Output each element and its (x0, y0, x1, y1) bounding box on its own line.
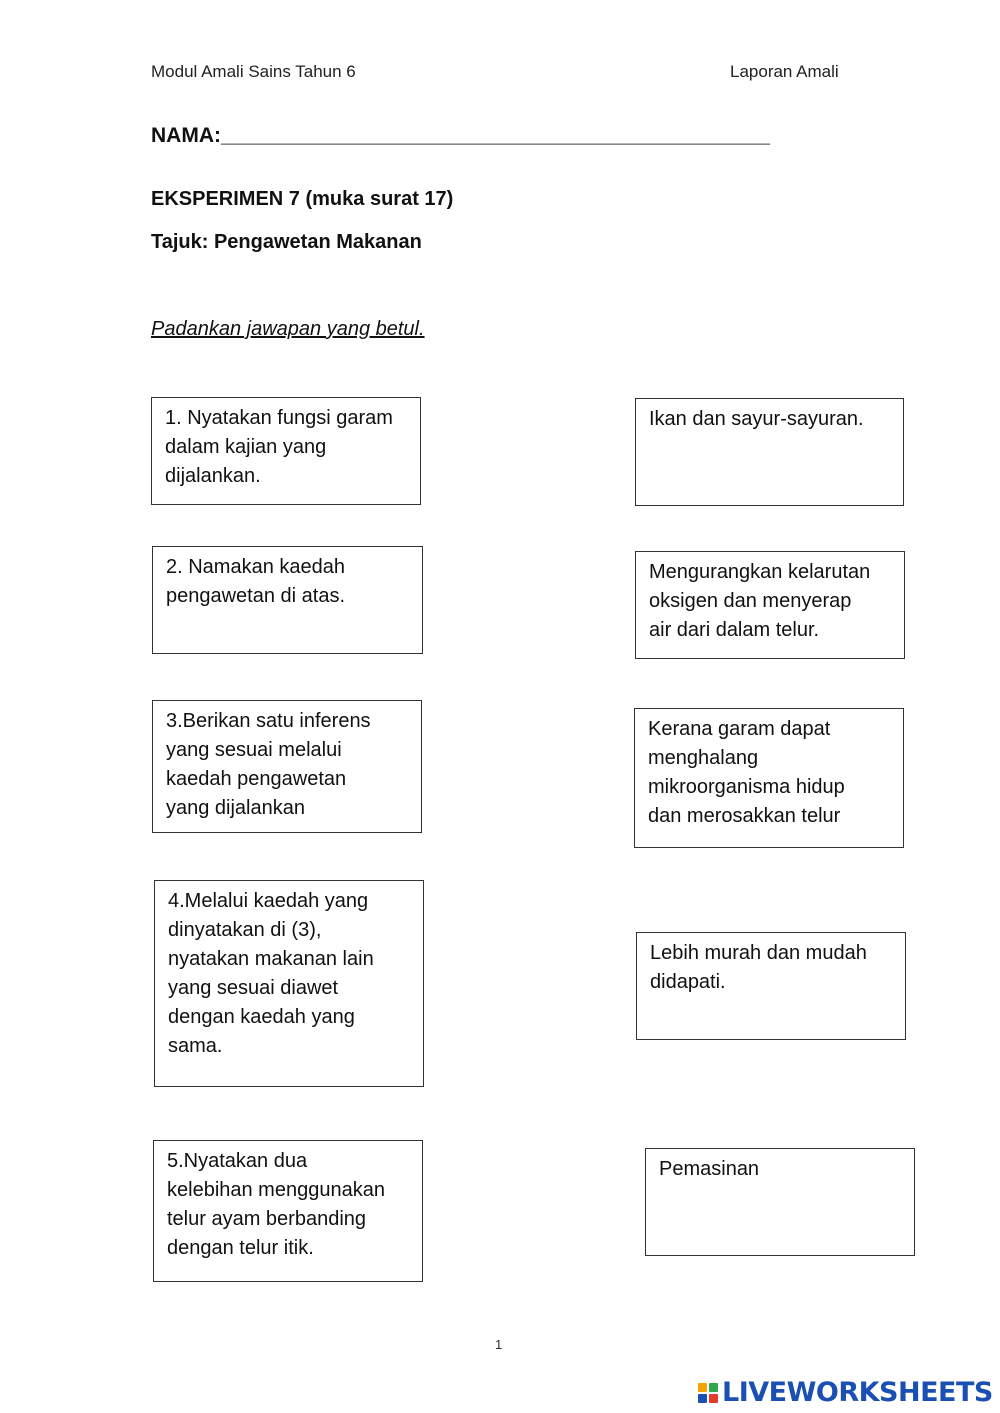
header-report-label: Laporan Amali (730, 62, 839, 81)
name-field-line: NAMA:_______________________________________________ (151, 124, 770, 147)
answer-box-e[interactable]: Pemasinan (645, 1148, 915, 1256)
question-box-2[interactable]: 2. Namakan kaedah pengawetan di atas. (152, 546, 423, 654)
answer-box-b[interactable]: Mengurangkan kelarutan oksigen dan menyerap air dari dalam telur. (635, 551, 905, 659)
page-number: 1 (495, 1337, 503, 1352)
instruction-text: Padankan jawapan yang betul. (151, 318, 425, 340)
question-box-4[interactable]: 4.Melalui kaedah yang dinyatakan di (3), nyatakan makanan lain yang sesuai diawet dengan kaedah yang sama. (154, 880, 424, 1087)
experiment-heading: EKSPERIMEN 7 (muka surat 17) (151, 188, 454, 210)
liveworksheets-text: LIVEWORKSHEETS (722, 1377, 993, 1408)
header-module-title: Modul Amali Sains Tahun 6 (151, 62, 356, 81)
question-box-3[interactable]: 3.Berikan satu inferens yang sesuai melalui kaedah pengawetan yang dijalankan (152, 700, 422, 833)
question-box-1[interactable]: 1. Nyatakan fungsi garam dalam kajian yang dijalankan. (151, 397, 421, 505)
topic-title: Tajuk: Pengawetan Makanan (151, 231, 422, 253)
question-box-5[interactable]: 5.Nyatakan dua kelebihan menggunakan telur ayam berbanding dengan telur itik. (153, 1140, 423, 1282)
answer-box-a[interactable]: Ikan dan sayur-sayuran. (635, 398, 904, 506)
liveworksheets-watermark (698, 1377, 993, 1408)
liveworksheets-logo-icon (698, 1383, 718, 1403)
answer-box-d[interactable]: Lebih murah dan mudah didapati. (636, 932, 906, 1040)
answer-box-c[interactable]: Kerana garam dapat menghalang mikroorganisma hidup dan merosakkan telur (634, 708, 904, 848)
